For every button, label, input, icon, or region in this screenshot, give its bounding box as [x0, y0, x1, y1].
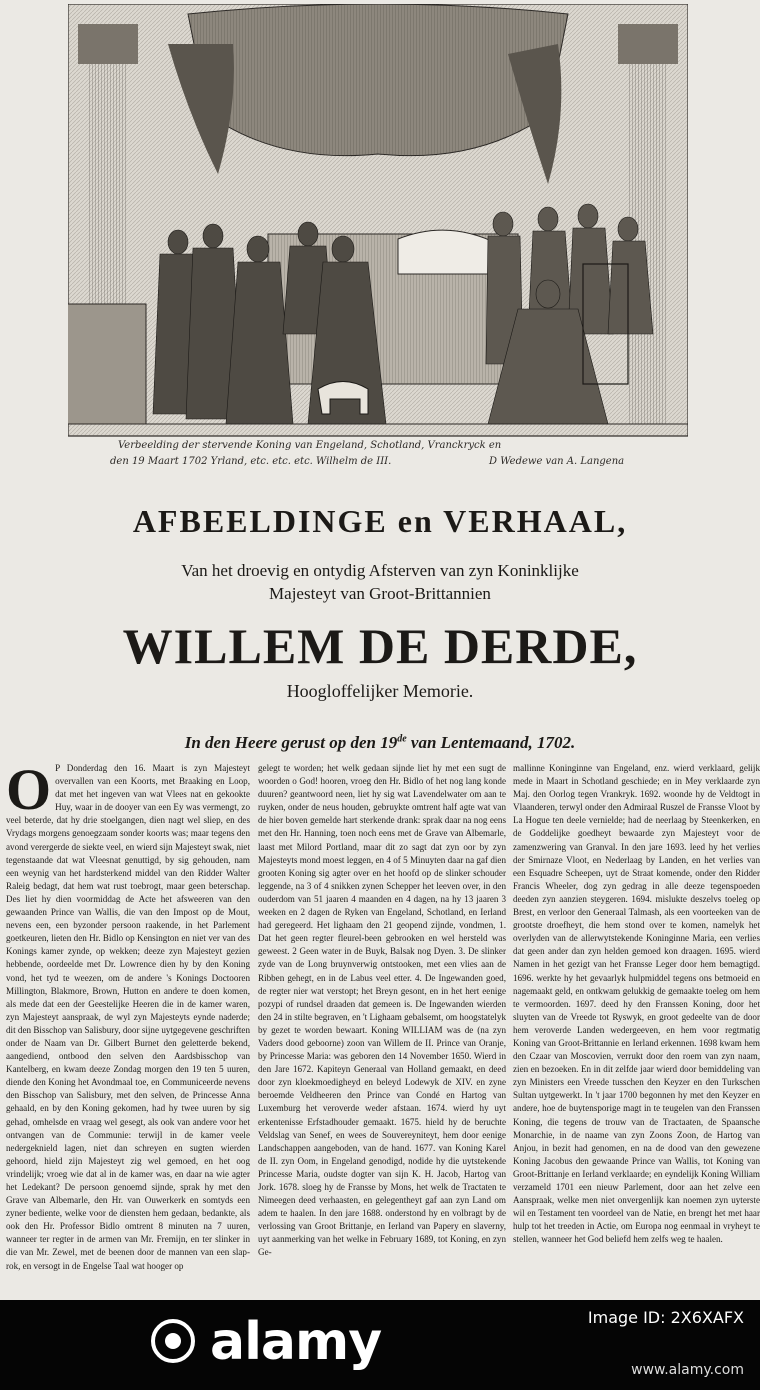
death-date-line [0, 733, 760, 753]
title-main: AFBEELDINGE en VERHAAL, [132, 503, 628, 539]
engraving-illustration [68, 4, 688, 474]
death-date-text: In den Heere gerust op den 19 [184, 733, 398, 752]
text-column-1 [6, 762, 250, 1300]
death-date-ordinal: de [397, 733, 407, 745]
engraving-caption-line2: den 19 Maart 1702 Yrland, etc. etc. etc. Wilhelm de III. [110, 456, 392, 467]
footer-image-id: Image ID: 2X6XAFX [587, 1308, 744, 1327]
footer-url[interactable]: www.alamy.com [631, 1362, 744, 1378]
stock-footer-bar [0, 1300, 760, 1390]
column-3-text: mallinne Koninginne van Engeland, enz. wierd verklaard, gelijk mede in Maart in Schotland geschiede; en in Mey verklaarde zyn Maj. den Oorlog tegen Vrankryk. 1692. woonde hy de Veldtogt in Vlaanderen, terwyl onder den Admiraal Ruszel de Fransse Vloot by La Hogue ten deele vernielde; had de neerlaag by Steenkerken, en de Goddelijke goedheyt bewaarde zyn Majesteyt voor de zamenzwering van Granval. In den jare 1693. leed hy het verlies der Smirnaze Vloot, en Nederlaag by Landen, en het verlies van een Esquadre Scheepen, uyt de Straat komende, onder den Ridder Francis Wheeler, dog zyn gedrag in alle deeze tegenspoeden deeden zyn aanzien steygeren. 1694. mislukte deszelvs toeleg op Brest, en verloor den Generaal Talmash, als een voorteeken van de grootste droefheyt, die hem stond over te komen, namelyk het overlyden van de allerwytstekende Koninginne Maria, een verlies dat geen ander dan zyn helden gemoed kon draagen. 1695. wierd Namen in het gezigt van het Fransse Leger door hem bemagtigd. 1696. werkte hy het gevaarlyk hulpmiddel tegens ons betmoeid en nagemaakt geld, en ontkwam gelukkig de gemaakte toeleg om hem te vermoorden. 1697. deed hy den Franssen Koning, door het sluyten van de Vreede tot Ryswyk, en groot gedeelte van de door hem veroverde Landen wedergeeven, en hem voor regtmatig Koning van Groot-Brittannie en Ierland erkennen. 1698 kwam hem den Czaar van Moscovien, verrukt door den roem van zyn naam, zien en bezoeken. En in dit zelfde jaar wierd door bemiddeling van zyn Ministers een Vreede tusschen den Keyzer en den Turkschen Sultan uytgewerkt. In 't jaar 1700 begonnen hy met den Keyzer en andere, hoe de buytensporige magt in te teugelen van den Franssen Koning, die tegens de trouw van de Tractaaten, de Spaansche Monarchie, in de naame van zyn Zoons Zoon, de Hartog van Anjou, in bezit had genomen, en na de dood van den gewezene Koning Jacobus den gewaande Prince van Wallis, tot Koning van Groot-Brittanje en Ierland verklaarde; en eyndelijk Koning William verzameld 1701 een nieuw Parlement, door aan het zelve een Aanspraak, welke men niet onvergenlijk kan noemen zyn uyterste wil en Testament ten voordeel van de Natie, en brengt het met haar hulp tot het treeden in Actie, om Europa nog eenmaal in vryheyt te stellen, wanneer het God beliefd hem zelfs weg te haalen. [513, 763, 760, 1245]
column-2-text: gelegt te worden; het welk gedaan sijnde liet hy met een sugt de woorden o God! hooren, vroeg den Hr. Bidlo of het nog lang konde duuren? geantwoord neen, liet hy sig wat Lavendelwater om aan te ruyken, onder de neus houden, gebruykte omtrent half agte wat van de hier boven gemelde hart sterkende drank: sprak daar na nog eens met den Hr. Hanning, toen noch eens met de Grave van Albemarle, laast met Milord Portland, maar dit zo sagt dat zyn oor by zyn Majesteyts mond moest leggen, en 4 of 5 Minuyten daar na gaf dien grooten Koning sig agter over en het hoofd op de slinker schouder leggende, na 3 of 4 snikken zynen Schepper het leeven over, in den ouderdom van 51 jaaren 4 maanden en 4 dagen, na hy 13 jaaren 3 weeken en 2 dagen de Ryken van Engeland, Schotland, en Ierland had geregeerd. Het lighaam den 21 geopend zijnde, vondmen, 1. Dat het geen regter fleurel-been gebrooken en wel hersteld was geweest. 2 Geen water in de Buyk, Balsak nog Dyen. 3. De slinker zyde van de Long bruynverwig ontstooken, met een vlies aan de Ribben gehegt, en in de Labus veel etter. 4. De Ingewanden goed, de regter nier wat verstopt; het Breyn gesont, en in het hert eenige pozypi of rundsel draaden dat gemeen is. De Ingewanden wierden den 24 in stilte begraven, en 't Lighaam gebalsemt, om hoogstatelyk by gezet te worden bewaart. Koning WILLIAM was de (na zyn Vaders dood geboorne) zoon van Willem de II. Prince van Oranje, by Princesse Maria: was geboren den 14 November 1650. Wierd in den Jare 1672. Kapiteyn Generaal van Holland gemaakt, en deed door zyn kloekmoedigheyd en beleyd Lodewyk de XIV. en zyne beroemde Veldheeren den Prince van Condé en Hartog van Luxemburg het veroverde weder afstaan. 1674. wierd hy uyt erkentenisse Erfstadhouder gemaakt. 1675. hield hy de beruchte Veldslag van Senef, en wees de Souvereyniteyt, hem door eenige Landschappen aangeboden, van de hand. 1677. van Koning Karel de II. zyn Oom, in Engeland genodigd, nodide hy die uytstekende Princesse Maria, oudste dogter van sijn K. H. Jacob, Hartog van Jork. 1678. sloeg hy de Fransse by Mons, het welk de Tractaten te Nimeegen deed verhaasten, en gelegentheyt gaf aan zyn Land om adem te haalen. In den jare 1688. onderstond hy en volbragt by de verlossing van Groot Brittanje, en Ierland van Papery en slaverny, uyt aanmerking van het welke in February 1689, tot Koning, en zyn Ge- [258, 763, 506, 1258]
column-1-text: P Donderdag den 16. Maart is zyn Majesteyt overvallen van een Koorts, met Braaking en Loop, dat met het ingeven van wat Vlees nat en gekookte Huy, waar in de dooyer van een Ey was vermengt, zo veel beterde, dat hy drie stoelgangen, dien nagt wel sliep, en des Vrydags morgens genoegzaam sonder koorts was; maar tegens den avond verergerde de siekte veel, en wierd sijn Majesteyt swak, niet tegenstaande dat wat Vleesnat genuttigd, by sig gehouden, nam een weynig van het hardsterkend middel van den Ridder Walter Raleig bedagt, dat hem wat rust toebrogt, maar geen beterschap. Des liet hy dien voormiddag de Acte het afsweeren van den gewaanden Prince van Wallis, die van den Impost op de Mout, nevens een, een byzonder persoon raakende, in het Parlement goetkeuren, lieten den Hr. Bidlo op Kensington en niet ver van des Konings kamer zynde, op wekken; deeze zyn Majesteyt gezien hebbende, oordeelde met Dr. Lowrence dien hy by den Koning vond, het tyd te weezen, om de andere 's Konings Doctooren Millington, Blakmore, Brown, Hutton en andere te doen komen, als mede dat een der Geestelijke Heeren die in de kamer waren, zyn Majesteyt aanspraak, de wyl zyn Majesteyts eynde naderde; dit den Bisschop van Salisbury, door sijne uytgegevene geschriften onder de Naam van Dr. Gilbert Burnet den geletterde bekend, aangediend, ontbood den selven den Aardsbisschop van Kantelberg, en kwam deeze Zondag morgen den 19 ten 5 uuren, diende den Koning het Avondmaal toe, en Communiceerde nevens den Bisschop van Salisbury, met den selven, de Princesse Anna gehaald, en by den Koning gekomen, had hy twee uuren by sig gehad, omhelsde en vraag wel gesegt, als ook van andere voor het ontvangen van de Communie: terwijl in de kamer veele nedergekniеld lagen, niet dan schreyen en sugten wierden gehoord, hield zijn Majesteyt zig wel gemoed, en het oog vrindelijk; vroeg wie dat al in de kamer was, en daar na wie agter het Ledekant? De persoon genoemd sijnde, sprak hy met den Grave van Albemarle, den Hr. van Ouwerkerk en somtyds een zyner bediente, welke voor de diensten hem gedaan, bedankte, als ook den Hr. Professor Bidlo omtrent 8 minuten na 7 uuren, wanneer ter regter in de armen van Mr. Fremijn, en ter slinker in die van Mr. Zewel, met de beenen door de mannen van een slap-rok, en versogt in de Engelse Taal wat hooger op [6, 763, 250, 1271]
alamy-logo-icon [150, 1318, 196, 1364]
drop-cap-initial: O [6, 762, 52, 822]
engraving-caption-line1: Verbeelding der stervende Koning van Engeland, Schotland, Vranckryck en [118, 440, 502, 451]
memorial-line: Hoogloffelijker Memorie. [286, 681, 474, 701]
subtitle-line2: Majesteyt van Groot-Brittannien [269, 584, 491, 603]
footer-brand-name: alamy [210, 1312, 382, 1372]
engraving-publisher: D Wedewe van A. Langena [489, 456, 625, 467]
death-date-rest: van Lentemaand, 1702. [406, 733, 576, 752]
king-name-heading: WILLEM DE DERDE, [122, 618, 638, 674]
text-column-3 [513, 762, 760, 1300]
text-column-2 [258, 762, 506, 1300]
subtitle-line1: Van het droevig en ontydig Afsterven van zyn Koninklijke [181, 561, 579, 580]
